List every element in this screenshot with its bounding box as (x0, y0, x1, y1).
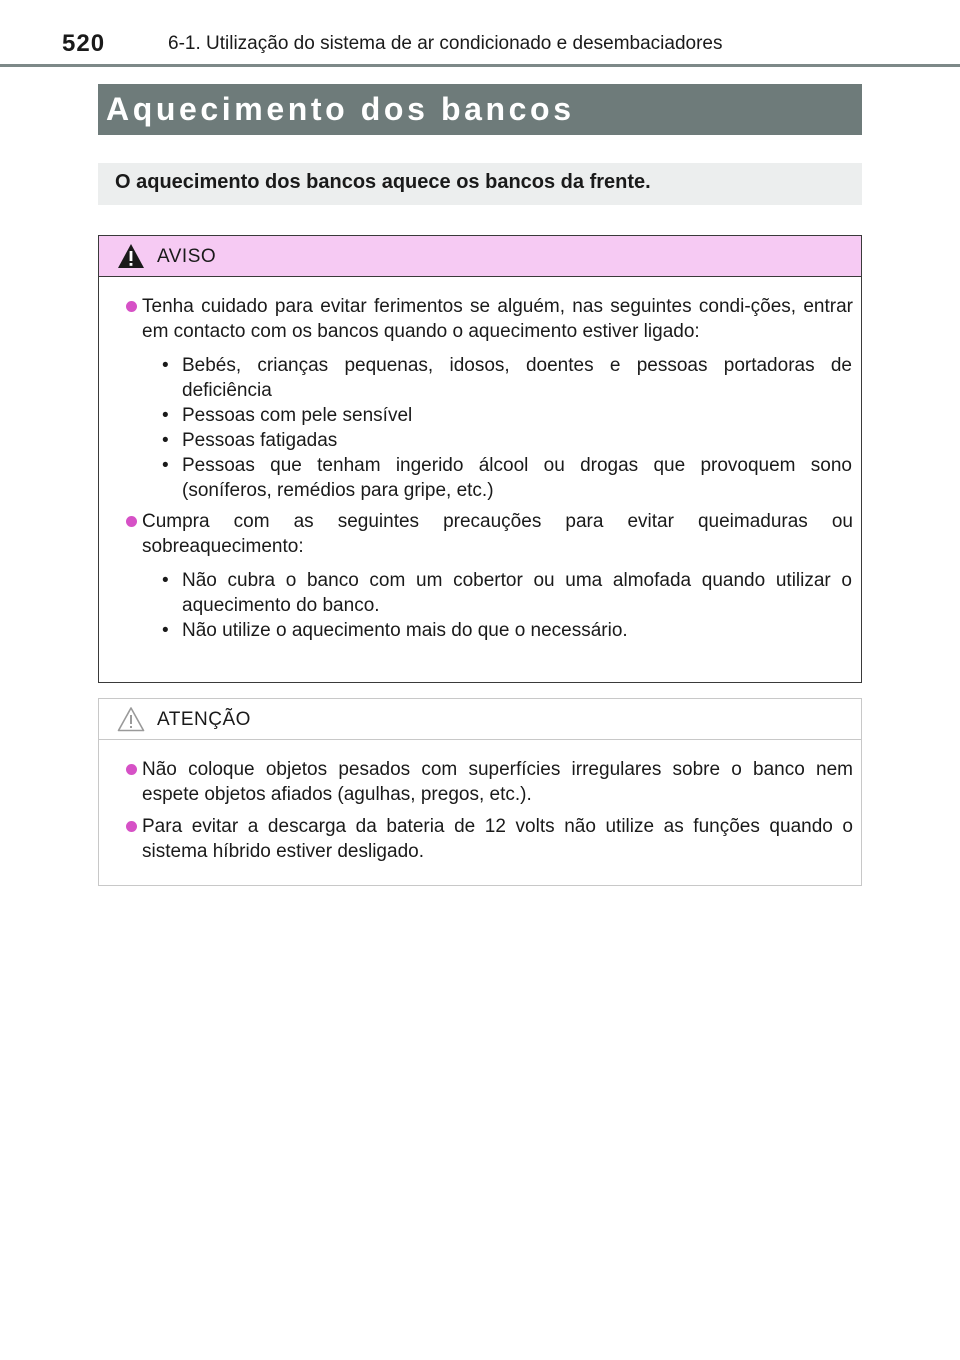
caution-box (98, 698, 862, 886)
caution-triangle-outline-icon (117, 706, 145, 732)
bullet-dot-icon (126, 821, 137, 832)
caution-item (142, 814, 853, 864)
sublist-item: • Pessoas com pele sensível (162, 405, 413, 426)
caution-item-text: Não coloque objetos pesados com superfícies irregulares sobre o banco nem espete objetos afiados (agulhas, pregos, etc.). (142, 759, 853, 805)
warning-box (98, 235, 862, 683)
warning-triangle-filled-icon (117, 243, 145, 269)
section-title: Aquecimento dos bancos (106, 91, 575, 127)
caution-item (142, 757, 853, 807)
sublist-item: • Pessoas fatigadas (162, 430, 338, 451)
sublist-item: • Bebés, crianças pequenas, idosos, doentes e pessoas portadoras de deficiência (162, 355, 852, 401)
sublist-item-text: Pessoas fatigadas (182, 430, 338, 451)
caution-body (99, 740, 861, 864)
warning-item (142, 509, 853, 643)
header-rule (0, 64, 960, 67)
warning-sublist (162, 568, 852, 643)
warning-item-text: Tenha cuidado para evitar ferimentos se alguém, nas seguintes condi-ções, entrar em contacto com os bancos quando o aquecimento estiver ligado: (142, 296, 853, 342)
warning-header (99, 236, 861, 277)
intro-box (98, 163, 862, 205)
sublist-item: • Pessoas que tenham ingerido álcool ou drogas que provoquem sono (soníferos, remédios para gripe, etc.) (162, 455, 852, 501)
sublist-item-text: Não cubra o banco com um cobertor ou uma almofada quando utilizar o aquecimento do banco. (182, 570, 852, 616)
sublist-item: • Não utilize o aquecimento mais do que o necessário. (162, 620, 628, 641)
warning-label: AVISO (157, 246, 217, 267)
warning-item (142, 294, 853, 503)
caution-header (99, 699, 861, 740)
sublist-item-text: Não utilize o aquecimento mais do que o necessário. (182, 620, 628, 641)
sublist-item-text: Pessoas com pele sensível (182, 405, 413, 426)
bullet-dot-icon (126, 301, 137, 312)
page-header (0, 0, 960, 68)
warning-sublist (162, 353, 852, 503)
caution-label: ATENÇÃO (157, 709, 251, 730)
sublist-item-text: Pessoas que tenham ingerido álcool ou drogas que provoquem sono (soníferos, remédios para gripe, etc.) (182, 455, 852, 501)
warning-item-text: Cumpra com as seguintes precauções para evitar queimaduras ou sobreaquecimento: (142, 511, 853, 557)
chapter-title: 6-1. Utilização do sistema de ar condicionado e desembaciadores (168, 33, 723, 54)
sublist-item: • Não cubra o banco com um cobertor ou uma almofada quando utilizar o aquecimento do banco. (162, 570, 852, 616)
bullet-dot-icon (126, 516, 137, 527)
intro-text: O aquecimento dos bancos aquece os bancos da frente. (115, 171, 651, 193)
page-number: 520 (62, 30, 106, 57)
sublist-item-text: Bebés, crianças pequenas, idosos, doentes e pessoas portadoras de deficiência (182, 355, 852, 401)
section-title-bar (98, 84, 862, 135)
warning-body (99, 277, 861, 643)
bullet-dot-icon (126, 764, 137, 775)
caution-item-text: Para evitar a descarga da bateria de 12 volts não utilize as funções quando o sistema híbrido estiver desligado. (142, 816, 853, 862)
